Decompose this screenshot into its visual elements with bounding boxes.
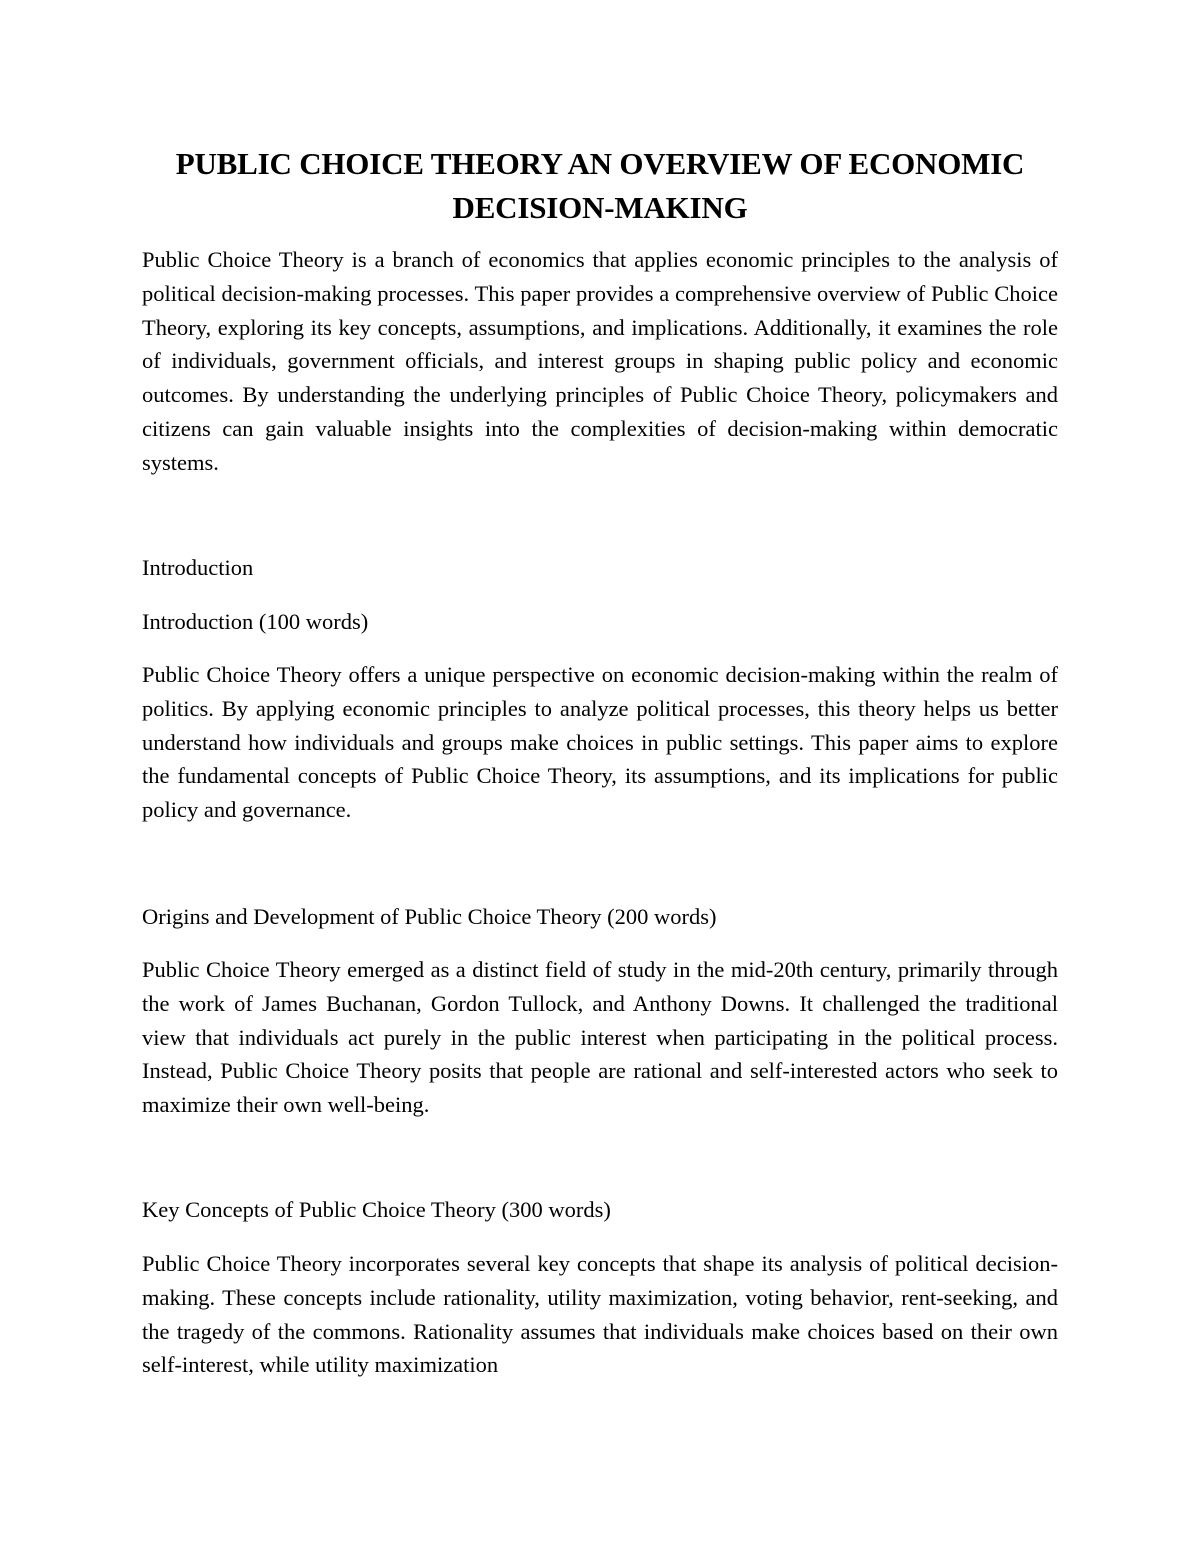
origins-paragraph: Public Choice Theory emerged as a distinct field of study in the mid-20th century, primarily through the work of James Buchanan, Gordon Tullock, and Anthony Downs. It challenged the traditional view that individuals act purely in the public interest when participating in the political process. Instead, Public Choice Theory posits that people are rational and self-interested actors who seek to maximize their own well-being. <box>142 957 1058 1118</box>
abstract-paragraph: Public Choice Theory is a branch of economics that applies economic principles to the analysis of political decision-making processes. This paper provides a comprehensive overview of Public Choice Theory, exploring its key concepts, assumptions, and implications. Additionally, it examines the role of individuals, government officials, and interest groups in shaping public policy and economic outcomes. By understanding the underlying principles of Public Choice Theory, policymakers and citizens can gain valuable insights into the complexities of decision-making within democratic systems. <box>142 247 1058 475</box>
key-concepts-paragraph: Public Choice Theory incorporates several key concepts that shape its analysis of political decision-making. These concepts include rationality, utility maximization, voting behavior, rent-seeking, and the tragedy of the commons. Rationality assumes that individuals make choices based on their own self-interest, while utility maximization <box>142 1251 1058 1378</box>
section-heading-origins: Origins and Development of Public Choice Theory (200 words) <box>142 904 717 929</box>
document-title: PUBLIC CHOICE THEORY AN OVERVIEW OF ECONOMIC DECISION-MAKING <box>175 146 1025 225</box>
section-heading-key-concepts: Key Concepts of Public Choice Theory (300 words) <box>142 1197 611 1222</box>
introduction-paragraph: Public Choice Theory offers a unique perspective on economic decision-making within the realm of politics. By applying economic principles to analyze political processes, this theory helps us better understand how individuals and groups make choices in public settings. This paper aims to explore the fundamental concepts of Public Choice Theory, its assumptions, and its implications for public policy and governance. <box>142 662 1058 823</box>
section-heading-introduction: Introduction <box>142 555 254 580</box>
section-heading-introduction-100-words: Introduction (100 words) <box>142 609 369 634</box>
